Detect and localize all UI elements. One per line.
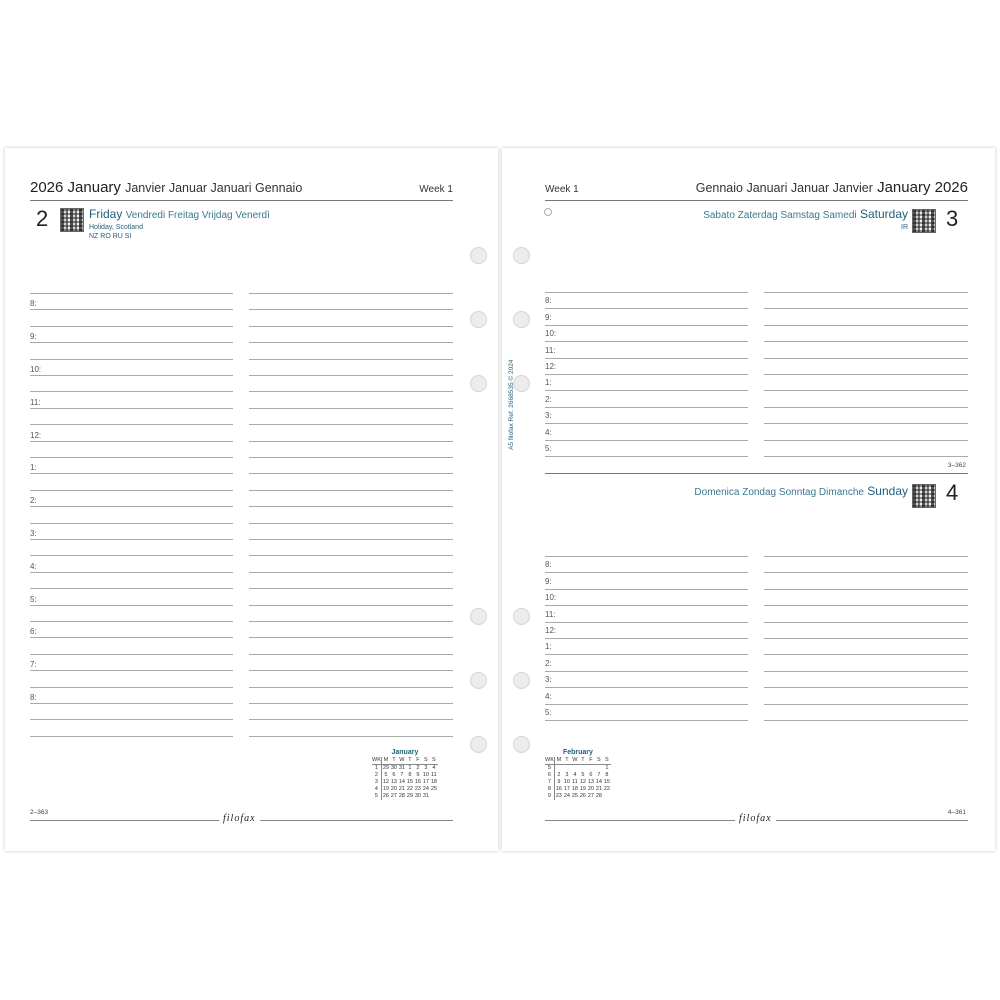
ruled-line bbox=[30, 654, 233, 655]
ruled-line bbox=[545, 292, 748, 293]
punch-hole bbox=[513, 247, 530, 264]
ruled-line bbox=[30, 457, 233, 458]
ruled-line bbox=[249, 605, 453, 606]
ruled-line bbox=[545, 720, 748, 721]
ruled-line bbox=[545, 589, 748, 590]
ruled-line bbox=[545, 556, 748, 557]
calendar-day-cell: 24 bbox=[422, 786, 429, 792]
ruled-line bbox=[545, 440, 748, 441]
mini-calendar-table bbox=[545, 757, 611, 800]
hour-label: 3: bbox=[545, 675, 552, 684]
hour-label: 8: bbox=[545, 560, 552, 569]
ruled-line bbox=[764, 341, 968, 342]
calendar-day-cell bbox=[595, 765, 603, 773]
calendar-day-cell: 10 bbox=[422, 772, 429, 778]
ruled-line bbox=[545, 325, 748, 326]
calendar-week-cell: 5 bbox=[372, 793, 381, 800]
calendar-day-cell: 2 bbox=[416, 765, 420, 771]
ruled-line bbox=[30, 441, 233, 442]
ruled-line bbox=[545, 374, 748, 375]
hour-label: 6: bbox=[30, 627, 37, 636]
ruled-line bbox=[249, 309, 453, 310]
calendar-day-cell: 22 bbox=[603, 786, 610, 792]
calendar-week-cell: 7 bbox=[545, 779, 554, 786]
mini-calendar-title: January bbox=[391, 749, 419, 756]
ruled-line bbox=[545, 423, 748, 424]
ruled-line bbox=[249, 637, 453, 638]
calendar-day-cell: 30 bbox=[414, 793, 421, 799]
calendar-header-cell: F bbox=[587, 757, 595, 765]
calendar-day-cell bbox=[571, 765, 579, 773]
calendar-header-cell: W bbox=[572, 757, 578, 763]
ruled-line bbox=[764, 572, 968, 573]
calendar-week-cell: 8 bbox=[545, 786, 554, 793]
ruled-line bbox=[30, 637, 233, 638]
ruled-line bbox=[764, 589, 968, 590]
hour-label: 7: bbox=[30, 660, 37, 669]
hour-label: 4: bbox=[545, 428, 552, 437]
hour-label: 11: bbox=[30, 398, 41, 407]
calendar-day-cell bbox=[579, 765, 587, 773]
punch-hole bbox=[470, 672, 487, 689]
calendar-day-cell: 29 bbox=[406, 793, 413, 799]
ruled-line bbox=[764, 423, 968, 424]
ruled-line bbox=[764, 374, 968, 375]
hour-label: 9: bbox=[545, 577, 552, 586]
ruled-line bbox=[30, 703, 233, 704]
left-page-header bbox=[30, 180, 453, 201]
ruled-line bbox=[764, 556, 968, 557]
hour-label: 11: bbox=[545, 346, 556, 355]
hour-label: 1: bbox=[545, 642, 552, 651]
month-year-label: January 2026 bbox=[877, 179, 968, 196]
punch-hole bbox=[470, 375, 487, 392]
ruled-line bbox=[30, 687, 233, 688]
ruled-line bbox=[545, 456, 748, 457]
ruled-line bbox=[545, 638, 748, 639]
calendar-week-cell: 9 bbox=[545, 793, 554, 800]
ruled-line bbox=[249, 424, 453, 425]
ruled-line bbox=[764, 654, 968, 655]
week-label: Week 1 bbox=[545, 184, 579, 195]
ruled-line bbox=[249, 490, 453, 491]
saturday-name bbox=[703, 207, 908, 221]
ruled-line bbox=[30, 605, 233, 606]
ruled-line bbox=[249, 326, 453, 327]
calendar-week-cell: 5 bbox=[545, 765, 554, 773]
ruled-line bbox=[30, 326, 233, 327]
calendar-header-cell: M bbox=[554, 757, 563, 765]
day-name bbox=[89, 207, 270, 221]
calendar-day-cell bbox=[587, 765, 595, 773]
circle-mark bbox=[544, 208, 552, 216]
hour-label: 4: bbox=[30, 562, 37, 571]
brand-logo: filofax bbox=[219, 813, 260, 824]
ruled-line bbox=[764, 704, 968, 705]
calendar-day-cell: 9 bbox=[416, 772, 420, 778]
ruled-line bbox=[545, 654, 748, 655]
ruled-line bbox=[764, 407, 968, 408]
day-name-label: Friday bbox=[89, 207, 123, 221]
page-number: 2–363 bbox=[30, 809, 49, 816]
calendar-header-cell: F bbox=[414, 757, 422, 765]
ruled-line bbox=[545, 390, 748, 391]
ruled-line bbox=[249, 441, 453, 442]
ruled-line bbox=[249, 506, 453, 507]
ruled-line bbox=[249, 408, 453, 409]
ruled-line bbox=[30, 670, 233, 671]
hour-label: 9: bbox=[30, 332, 37, 341]
calendar-day-cell: 8 bbox=[605, 772, 609, 778]
calendar-day-cell: 23 bbox=[555, 793, 562, 799]
hour-label: 12: bbox=[30, 431, 42, 440]
calendar-header-cell: T bbox=[563, 757, 571, 765]
ruled-line bbox=[30, 539, 233, 540]
punch-hole bbox=[513, 375, 530, 392]
ruled-line bbox=[249, 588, 453, 589]
ruled-line bbox=[30, 342, 233, 343]
calendar-day-cell: 16 bbox=[414, 779, 421, 785]
month-title bbox=[696, 179, 968, 196]
calendar-header-cell: W bbox=[399, 757, 405, 763]
saturday-label: Saturday bbox=[859, 207, 908, 221]
ruled-line bbox=[764, 687, 968, 688]
calendar-day-cell: 5 bbox=[384, 772, 388, 778]
calendar-day-cell: 24 bbox=[563, 793, 570, 799]
hour-label: 8: bbox=[30, 693, 37, 702]
hour-label: 8: bbox=[30, 299, 37, 308]
mini-calendar-february bbox=[545, 749, 611, 800]
punch-hole bbox=[513, 311, 530, 328]
hour-label: 5: bbox=[545, 708, 552, 717]
ruled-line bbox=[545, 622, 748, 623]
hour-label: 12: bbox=[545, 626, 557, 635]
hour-label: 3: bbox=[545, 411, 552, 420]
calendar-day-cell: 13 bbox=[587, 779, 594, 785]
calendar-day-cell: 2 bbox=[557, 772, 561, 778]
calendar-day-cell: 25 bbox=[430, 786, 437, 792]
calendar-header-cell: S bbox=[422, 757, 430, 765]
ruled-line bbox=[30, 555, 233, 556]
mini-calendar-table bbox=[372, 757, 438, 800]
calendar-week-cell: 3 bbox=[372, 779, 381, 786]
hour-label: 2: bbox=[545, 659, 552, 668]
calendar-day-cell: 20 bbox=[390, 786, 397, 792]
month-translations: Gennaio Januari Januar Janvier bbox=[695, 181, 873, 195]
ruled-line bbox=[30, 408, 233, 409]
saturday-number: 3 bbox=[946, 206, 959, 231]
ruled-line bbox=[30, 375, 233, 376]
mini-calendar-january bbox=[372, 749, 438, 800]
calendar-day-cell: 21 bbox=[595, 786, 602, 792]
ruled-line bbox=[30, 523, 233, 524]
ruled-line bbox=[764, 440, 968, 441]
ruled-line bbox=[30, 506, 233, 507]
punch-hole bbox=[470, 247, 487, 264]
calendar-day-cell: 25 bbox=[571, 793, 578, 799]
calendar-day-cell: 17 bbox=[563, 786, 570, 792]
calendar-day-cell: 9 bbox=[557, 779, 561, 785]
ruled-line bbox=[30, 588, 233, 589]
calendar-day-cell: 11 bbox=[431, 772, 437, 778]
calendar-week-cell: 6 bbox=[545, 772, 554, 779]
ruled-line bbox=[764, 671, 968, 672]
hour-label: 12: bbox=[545, 362, 557, 371]
calendar-day-cell: 1 bbox=[408, 765, 412, 771]
calendar-day-cell: 17 bbox=[422, 779, 429, 785]
calendar-day-cell: 27 bbox=[390, 793, 397, 799]
holiday-label: Holiday, Scotland bbox=[89, 224, 143, 231]
ruled-line bbox=[249, 473, 453, 474]
calendar-day-cell: 8 bbox=[408, 772, 412, 778]
calendar-day-cell: 18 bbox=[430, 779, 437, 785]
saturday-translations: Sabato Zaterdag Samstag Samedi bbox=[703, 210, 857, 221]
calendar-header-cell: T bbox=[406, 757, 414, 765]
ruled-line bbox=[545, 605, 748, 606]
calendar-header-cell: S bbox=[603, 757, 611, 765]
ruled-line bbox=[30, 473, 233, 474]
calendar-day-cell bbox=[603, 793, 611, 800]
hour-label: 8: bbox=[545, 296, 552, 305]
calendar-day-cell: 26 bbox=[382, 793, 389, 799]
ruled-line bbox=[249, 736, 453, 737]
calendar-day-cell: 14 bbox=[398, 779, 405, 785]
calendar-day-cell: 28 bbox=[595, 793, 602, 799]
calendar-day-cell: 3 bbox=[565, 772, 569, 778]
saturday-page-number: 3–362 bbox=[947, 462, 966, 469]
calendar-day-cell: 31 bbox=[398, 765, 405, 771]
calendar-week-cell: 2 bbox=[372, 772, 381, 779]
calendar-day-cell: 3 bbox=[424, 765, 428, 771]
right-page-header bbox=[545, 180, 968, 201]
ruled-line bbox=[764, 638, 968, 639]
hour-label: 3: bbox=[30, 529, 37, 538]
month-title bbox=[30, 179, 302, 196]
calendar-day-cell: 5 bbox=[581, 772, 585, 778]
ruled-line bbox=[249, 539, 453, 540]
calendar-day-cell: 18 bbox=[571, 786, 578, 792]
punch-hole bbox=[513, 736, 530, 753]
calendar-day-cell: 15 bbox=[406, 779, 413, 785]
ruled-line bbox=[30, 391, 233, 392]
holiday-countries: NZ RO RU SI bbox=[89, 233, 132, 240]
ruled-line bbox=[249, 391, 453, 392]
hour-label: 10: bbox=[30, 365, 42, 374]
calendar-day-cell bbox=[430, 793, 438, 800]
ruled-line bbox=[764, 292, 968, 293]
hour-label: 5: bbox=[545, 444, 552, 453]
ruled-line bbox=[249, 293, 453, 294]
calendar-day-cell: 22 bbox=[406, 786, 413, 792]
saturday-countries: IR bbox=[901, 224, 908, 231]
calendar-day-cell: 12 bbox=[382, 779, 389, 785]
ruled-line bbox=[249, 359, 453, 360]
hour-label: 10: bbox=[545, 329, 557, 338]
punch-hole bbox=[470, 311, 487, 328]
brand-logo: filofax bbox=[735, 813, 776, 824]
ruled-line bbox=[764, 456, 968, 457]
ruled-line bbox=[764, 325, 968, 326]
punch-hole bbox=[470, 608, 487, 625]
ruled-line bbox=[249, 375, 453, 376]
ruled-line bbox=[764, 605, 968, 606]
punch-hole bbox=[513, 672, 530, 689]
sunday-label: Sunday bbox=[867, 484, 908, 498]
week-label: Week 1 bbox=[419, 184, 453, 195]
day-divider bbox=[545, 473, 968, 474]
qr-code-icon bbox=[912, 484, 936, 508]
hour-label: 11: bbox=[545, 610, 556, 619]
calendar-day-cell: 21 bbox=[398, 786, 405, 792]
ruled-line bbox=[764, 390, 968, 391]
calendar-day-cell: 14 bbox=[595, 779, 602, 785]
calendar-day-cell: 28 bbox=[398, 793, 405, 799]
calendar-header-cell: M bbox=[381, 757, 390, 765]
ruled-line bbox=[764, 622, 968, 623]
qr-code-icon bbox=[60, 208, 84, 232]
calendar-day-cell: 30 bbox=[390, 765, 397, 771]
calendar-header-cell: T bbox=[579, 757, 587, 765]
ruled-line bbox=[249, 670, 453, 671]
calendar-day-cell: 13 bbox=[390, 779, 397, 785]
calendar-day-cell: 16 bbox=[555, 786, 562, 792]
punch-hole bbox=[470, 736, 487, 753]
calendar-day-cell: 26 bbox=[579, 793, 586, 799]
calendar-day-cell: 19 bbox=[382, 786, 389, 792]
calendar-header-cell: WK bbox=[545, 757, 554, 763]
calendar-day-cell: 6 bbox=[589, 772, 593, 778]
ruled-line bbox=[764, 720, 968, 721]
ruled-line bbox=[545, 358, 748, 359]
ruled-line bbox=[30, 359, 233, 360]
hour-label: 4: bbox=[545, 692, 552, 701]
month-translations: Janvier Januar Januari Gennaio bbox=[125, 181, 303, 195]
page-number: 4–361 bbox=[947, 809, 966, 816]
calendar-day-cell: 7 bbox=[400, 772, 404, 778]
ruled-line bbox=[249, 621, 453, 622]
ruled-line bbox=[30, 572, 233, 573]
calendar-day-cell: 31 bbox=[422, 793, 429, 799]
sunday-name bbox=[694, 484, 908, 498]
calendar-day-cell: 19 bbox=[579, 786, 586, 792]
calendar-day-cell: 27 bbox=[587, 793, 594, 799]
ruled-line bbox=[545, 308, 748, 309]
calendar-week-cell: 4 bbox=[372, 786, 381, 793]
ruled-line bbox=[764, 308, 968, 309]
day-number: 2 bbox=[36, 206, 49, 231]
ruled-line bbox=[545, 341, 748, 342]
right-diary-page bbox=[502, 148, 995, 851]
left-diary-page bbox=[5, 148, 498, 851]
ruled-line bbox=[249, 703, 453, 704]
ruled-line bbox=[249, 342, 453, 343]
calendar-week-cell: 1 bbox=[372, 765, 381, 773]
ruled-line bbox=[545, 407, 748, 408]
calendar-day-cell: 7 bbox=[597, 772, 601, 778]
ruled-line bbox=[30, 293, 233, 294]
reference-text: A5 filofax Ref. 2668535 © 2024 bbox=[508, 359, 515, 450]
hour-label: 2: bbox=[30, 496, 37, 505]
year-month-label: 2026 January bbox=[30, 179, 121, 196]
calendar-day-cell bbox=[554, 765, 563, 773]
calendar-day-cell: 4 bbox=[432, 765, 436, 771]
mini-calendar-title: February bbox=[562, 749, 593, 756]
ruled-line bbox=[249, 572, 453, 573]
ruled-line bbox=[764, 358, 968, 359]
ruled-line bbox=[249, 687, 453, 688]
hour-label: 5: bbox=[30, 595, 37, 604]
calendar-day-cell: 15 bbox=[603, 779, 610, 785]
ruled-line bbox=[249, 654, 453, 655]
ruled-line bbox=[249, 555, 453, 556]
qr-code-icon bbox=[912, 209, 936, 233]
day-translations: Vendredi Freitag Vrijdag Venerdì bbox=[125, 210, 270, 221]
ruled-line bbox=[545, 671, 748, 672]
ruled-line bbox=[30, 309, 233, 310]
punch-hole bbox=[513, 608, 530, 625]
hour-label: 1: bbox=[545, 378, 552, 387]
ruled-line bbox=[30, 490, 233, 491]
sunday-translations: Domenica Zondag Sonntag Dimanche bbox=[694, 487, 864, 498]
hour-label: 10: bbox=[545, 593, 557, 602]
hour-label: 1: bbox=[30, 463, 37, 472]
holiday-info bbox=[89, 223, 143, 241]
calendar-day-cell: 29 bbox=[382, 765, 389, 771]
calendar-header-cell: WK bbox=[372, 757, 381, 763]
ruled-line bbox=[249, 523, 453, 524]
ruled-line bbox=[249, 719, 453, 720]
sunday-number: 4 bbox=[946, 480, 959, 505]
calendar-day-cell: 20 bbox=[587, 786, 594, 792]
ruled-line bbox=[249, 457, 453, 458]
hour-label: 2: bbox=[545, 395, 552, 404]
calendar-day-cell: 1 bbox=[605, 765, 609, 771]
calendar-day-cell: 4 bbox=[573, 772, 577, 778]
calendar-day-cell: 23 bbox=[414, 786, 421, 792]
ruled-line bbox=[545, 572, 748, 573]
ruled-line bbox=[545, 704, 748, 705]
ruled-line bbox=[30, 719, 233, 720]
calendar-day-cell bbox=[563, 765, 571, 773]
calendar-header-cell: S bbox=[430, 757, 438, 765]
calendar-header-cell: T bbox=[390, 757, 398, 765]
calendar-day-cell: 10 bbox=[563, 779, 570, 785]
calendar-day-cell: 12 bbox=[579, 779, 586, 785]
ruled-line bbox=[30, 621, 233, 622]
calendar-day-cell: 6 bbox=[392, 772, 396, 778]
ruled-line bbox=[545, 687, 748, 688]
ruled-line bbox=[30, 424, 233, 425]
calendar-header-cell: S bbox=[595, 757, 603, 765]
calendar-day-cell: 11 bbox=[572, 779, 578, 785]
ruled-line bbox=[30, 736, 233, 737]
hour-label: 9: bbox=[545, 313, 552, 322]
